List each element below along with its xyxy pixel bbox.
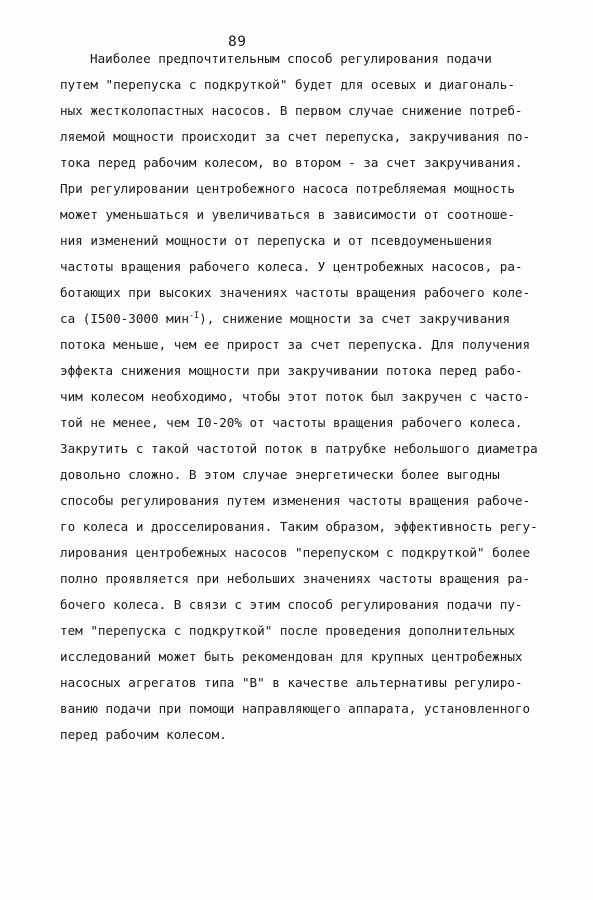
text-line: ных жестколопастных насосов. В первом случае снижение потреб- [60,103,523,118]
text-line: са (I500-3000 мин$^{-I}$), снижение мощности за счет закручивания [60,310,511,326]
text-line: тока перед рабочим колесом, во втором - за счет закручивания. [60,155,523,170]
text-line: ния изменений мощности от перепуска и от псевдоуменьшения [60,233,493,248]
text-line: может уменьшаться и увеличиваться в зависимости от соотноше- [60,207,515,222]
text-line: перед рабочим колесом. [60,727,227,742]
text-line: тем "перепуска с подкруткой" после проведения дополнительных [60,623,515,638]
text-line: ванию подачи при помощи направляющего аппарата, установленного [60,701,531,716]
text-line: той не менее, чем I0-20% от частоты вращения рабочего колеса. [60,415,523,430]
text-line: Закрутить с такой частотой поток в патрубке небольшого диаметра [60,441,538,456]
text-line: лирования центробежных насосов "перепуском с подкруткой" более [60,545,531,560]
text-line: го колеса и дросселирования. Таким образом, эффективность регу- [60,519,538,534]
text-line: Наиболее предпочтительным способ регулирования подачи [90,51,492,66]
text-line: эффекта снижения мощности при закручивании потока перед рабо- [60,363,523,378]
text-line: исследований может быть рекомендован для крупных центробежных [60,649,523,664]
text-line: При регулировании центробежного насоса потребляемая мощность [60,181,515,196]
text-line: ляемой мощности происходит за счет перепуска, закручивания по- [60,129,531,144]
text-line: насосных агрегатов типа "В" в качестве альтернативы регулиро- [60,675,523,690]
text-line: ботающих при высоких значениях частоты вращения рабочего коле- [60,285,531,300]
text-line: чим колесом необходимо, чтобы этот поток был закручен с часто- [60,389,531,404]
text-line: частоты вращения рабочего колеса. У центробежных насосов, ра- [60,259,523,274]
page-number: 89 [228,34,247,50]
text-line: бочего колеса. В связи с этим способ регулирования подачи пу- [60,597,523,612]
text-line: довольно сложно. В этом случае энергетически более выгодны [60,467,500,482]
text-line: способы регулирования путем изменения частоты вращения рабоче- [60,493,531,508]
text-line: путем "перепуска с подкруткой" будет для осевых и диагональ- [60,77,515,92]
text-line: полно проявляется при небольших значениях частоты вращения ра- [60,571,531,586]
text-line: потока меньше, чем ее прирост за счет перепуска. Для получения [60,337,531,352]
superscript: -I [188,310,200,321]
